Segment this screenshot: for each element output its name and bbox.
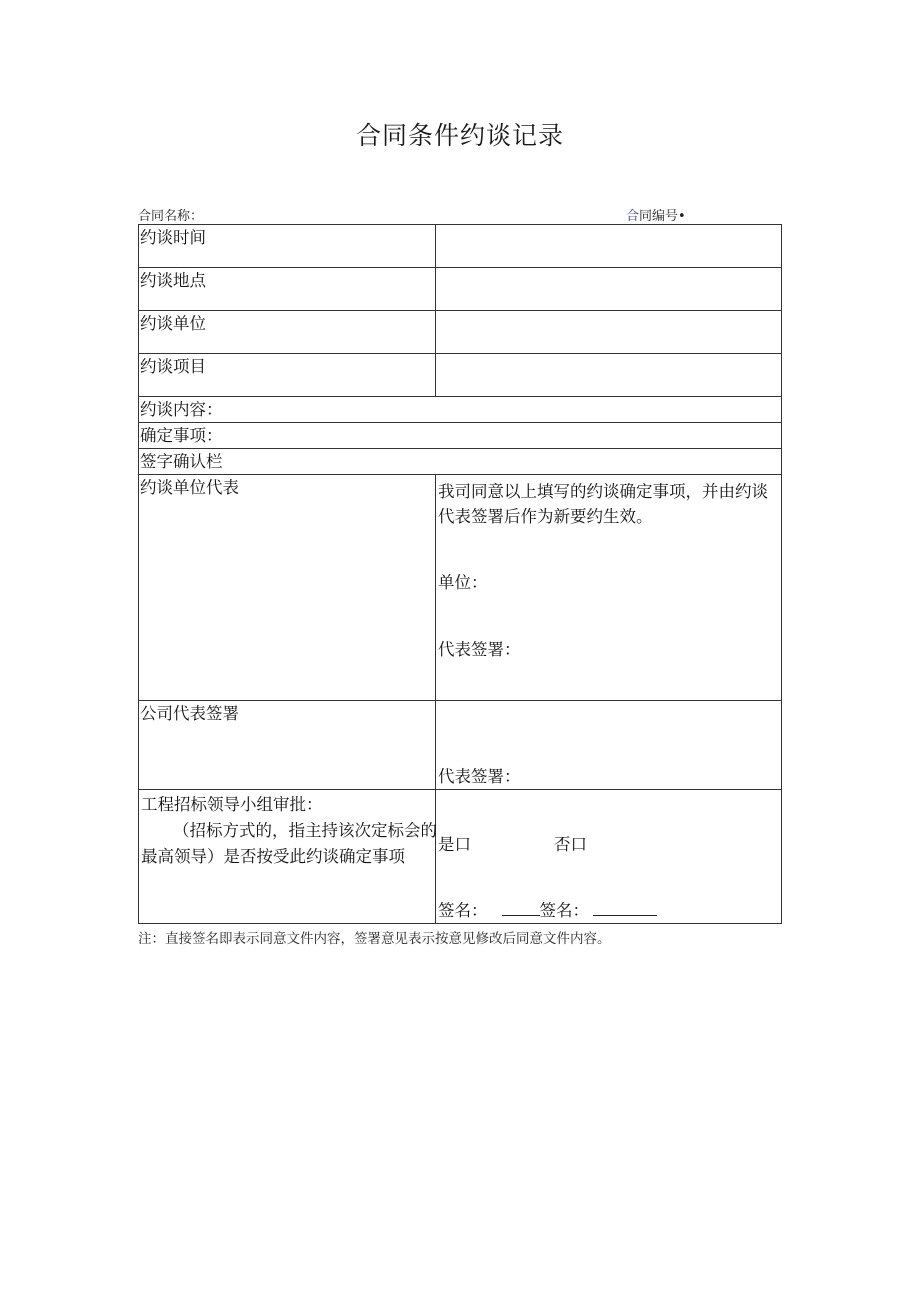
table-row [139, 397, 782, 423]
approval-signature-line [438, 897, 657, 923]
yes-checkbox[interactable]: 是口 [438, 835, 471, 854]
table-row [139, 701, 782, 790]
footnote: 注：直接签名即表示同意文件内容，签署意见表示按意见修改后同意文件内容。 [138, 931, 611, 947]
interview-unit-field[interactable] [436, 311, 782, 354]
company-rep-sign-cell[interactable] [436, 701, 782, 790]
interview-form-table [138, 224, 782, 924]
interview-project-label: 约谈项目 [139, 354, 436, 397]
interview-project-field[interactable] [436, 354, 782, 397]
company-rep-label: 公司代表签署 [139, 701, 436, 790]
signature-label-2: 签名： [539, 901, 589, 920]
table-row [139, 225, 782, 268]
agreement-statement: 我司同意以上填写的约谈确定事项，并由约谈代表签署后作为新要约生效。 [438, 482, 768, 526]
interview-rep-label: 约谈单位代表 [139, 475, 436, 701]
approval-cell [139, 790, 436, 924]
approval-decision-cell [436, 790, 782, 924]
table-row [139, 311, 782, 354]
signature-label-1: 签名： [438, 901, 488, 920]
interview-time-field[interactable] [436, 225, 782, 268]
contract-no-label [626, 205, 686, 224]
interview-unit-label: 约谈单位 [139, 311, 436, 354]
table-row [139, 423, 782, 449]
table-row [139, 449, 782, 475]
contract-no-accent: 合 [626, 209, 640, 224]
confirmed-items-field[interactable]: 确定事项： [139, 423, 782, 449]
interview-place-field[interactable] [436, 268, 782, 311]
table-row [139, 790, 782, 924]
approval-description: （招标方式的，指主持该次定标会的最高领导）是否按受此约谈确定事项 [141, 821, 437, 866]
contract-no-text: 同编号• [639, 209, 686, 224]
contract-name-label: 合同名称： [138, 209, 204, 224]
interview-rep-sign-cell[interactable] [436, 475, 782, 701]
interview-content-field[interactable]: 约谈内容： [139, 397, 782, 423]
table-row [139, 475, 782, 701]
company-rep-sign-label: 代表签署： [438, 767, 521, 786]
sign-section-heading: 签字确认栏 [139, 449, 782, 475]
signature-blank-1[interactable] [502, 897, 540, 916]
signature-blank-2[interactable] [593, 897, 657, 916]
no-checkbox[interactable]: 否口 [554, 835, 587, 854]
rep-sign-label: 代表签署： [438, 640, 521, 659]
unit-sign-label: 单位： [438, 573, 488, 592]
page-title: 合同条件约谈记录 [355, 121, 564, 150]
table-row [139, 354, 782, 397]
interview-place-label: 约谈地点 [139, 268, 436, 311]
interview-time-label: 约谈时间 [139, 225, 436, 268]
approval-title: 工程招标领导小组审批： [141, 795, 323, 814]
table-row [139, 268, 782, 311]
